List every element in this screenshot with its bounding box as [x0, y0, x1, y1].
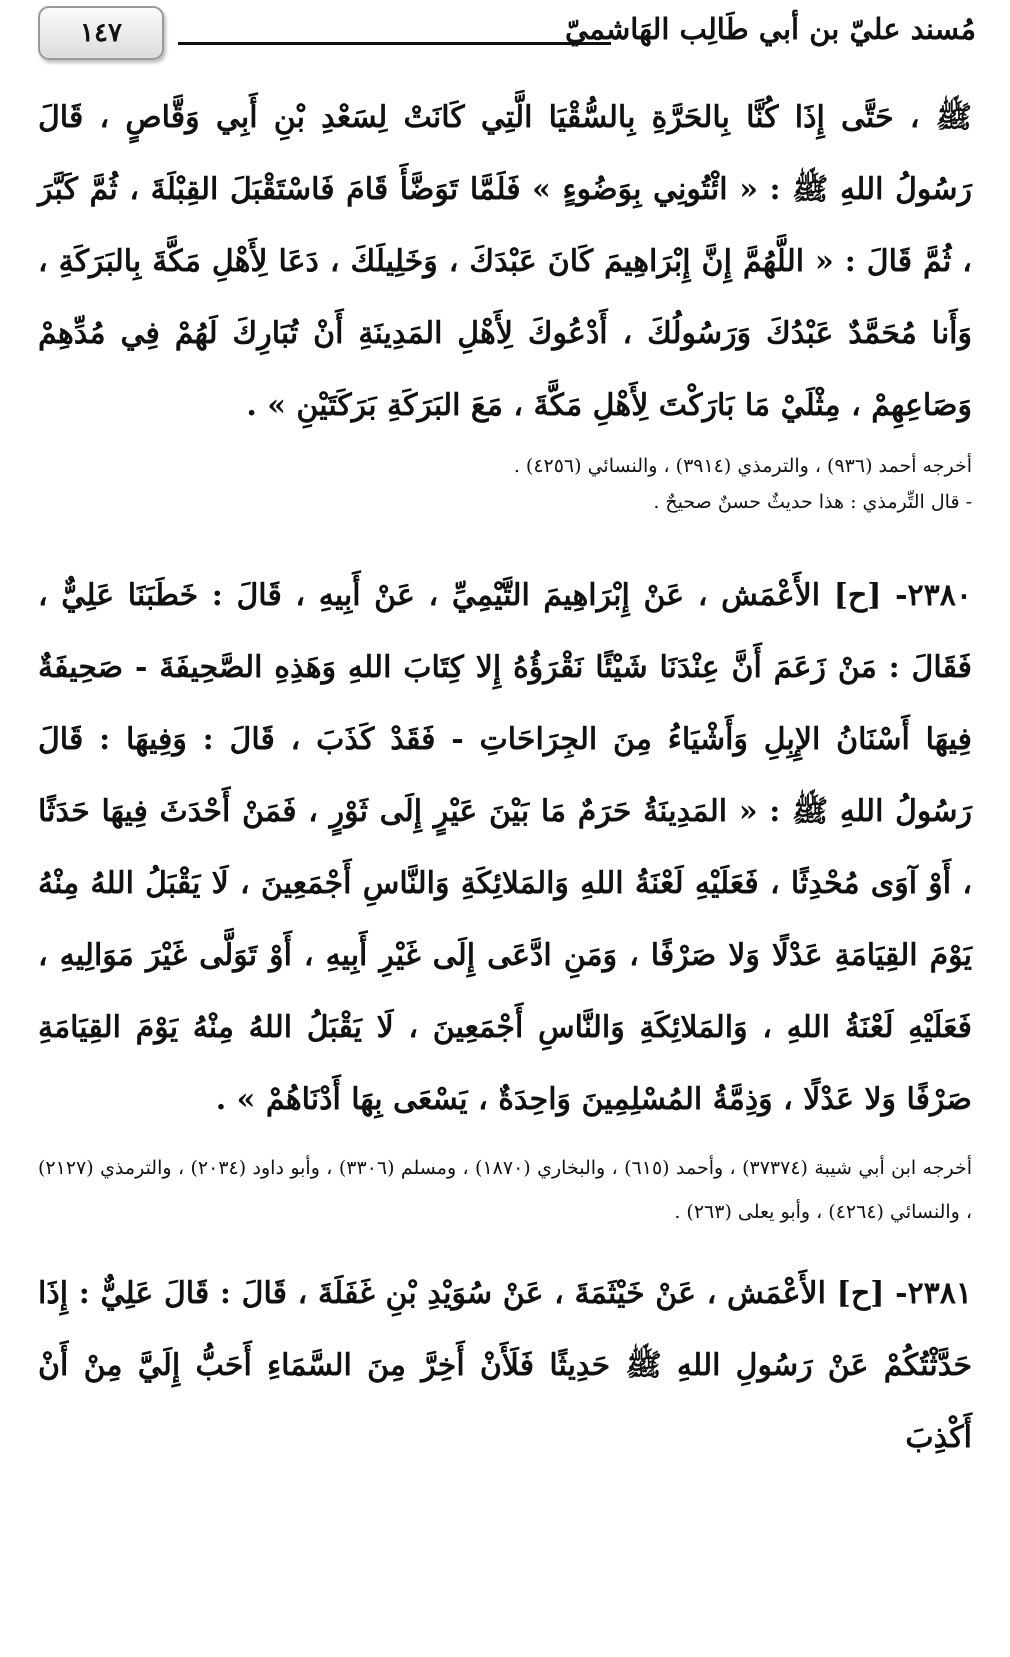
hadith-2381: ٢٣٨١- [ح] الأَعْمَش ، عَنْ خَيْثَمَةَ ، عَنْ سُوَيْدِ بْنِ غَفَلَةَ ، قَالَ : قَالَ عَلِيٌّ : إِذَا حَدَّثْتُكُمْ عَنْ رَسُولِ اللهِ ﷺ حَدِيثًا فَلَأَنْ أَخِرَّ مِنَ السَّمَاءِ أَحَبُّ إِلَيَّ مِنْ أَنْ أَكْذِبَ: [38, 1276, 972, 1455]
page-body: [38, 82, 972, 1474]
hadith-2380: ٢٣٨٠- [ح] الأَعْمَش ، عَنْ إِبْرَاهِيمَ التَّيْمِيِّ ، عَنْ أَبِيهِ ، قَالَ : خَطَبَنَا عَلِيٌّ ، فَقَالَ : مَنْ زَعَمَ أَنَّ عِنْدَنَا شَيْئًا نَقْرَؤُهُ إِلا كِتَابَ اللهِ وَهَذِهِ الصَّحِيفَةَ - صَحِيفَةٌ فِيهَا أَسْنَانُ الإِبِلِ وَأَشْيَاءُ مِنَ الجِرَاحَاتِ - فَقَدْ كَذَبَ ، قَالَ : وَفِيهَا : قَالَ رَسُولُ اللهِ ﷺ : « المَدِينَةُ حَرَمٌ مَا بَيْنَ عَيْرٍ إِلَى ثَوْرٍ ، فَمَنْ أَحْدَثَ فِيهَا حَدَثًا ، أَوْ آوَى مُحْدِثًا ، فَعَلَيْهِ لَعْنَةُ اللهِ وَالمَلائِكَةِ وَالنَّاسِ أَجْمَعِينَ ، لَا يَقْبَلُ اللهُ مِنْهُ يَوْمَ القِيَامَةِ عَدْلًا وَلا صَرْفًا ، وَمَنِ ادَّعَى إِلَى غَيْرِ أَبِيهِ ، أَوْ تَوَلَّى غَيْرَ مَوَالِيهِ ، فَعَلَيْهِ لَعْنَةُ اللهِ ، وَالمَلائِكَةِ وَالنَّاسِ أَجْمَعِينَ ، لَا يَقْبَلُ اللهُ مِنْهُ يَوْمَ القِيَامَةِ صَرْفًا وَلا عَدْلًا ، وَذِمَّةُ المُسْلِمِينَ وَاحِدَةٌ ، يَسْعَى بِهَا أَدْنَاهُمْ » .: [38, 578, 972, 1117]
hadith-text-continued: ﷺ ، حَتَّى إِذَا كُنَّا بِالحَرَّةِ بِالسُّقْيَا الَّتِي كَانَتْ لِسَعْدِ بْنِ أَبِي وَقَّاصٍ ، قَالَ رَسُولُ اللهِ ﷺ : « ائْتُونِي بِوَضُوءٍ » فَلَمَّا تَوَضَّأَ قَامَ فَاسْتَقْبَلَ القِبْلَةَ ، ثُمَّ كَبَّرَ ، ثُمَّ قَالَ : « اللَّهُمَّ إِنَّ إِبْرَاهِيمَ كَانَ عَبْدَكَ ، وَخَلِيلَكَ ، دَعَا لِأَهْلِ مَكَّةَ بِالبَرَكَةِ ، وَأَنا مُحَمَّدٌ عَبْدُكَ وَرَسُولُكَ ، أَدْعُوكَ لِأَهْلِ المَدِينَةِ أَنْ تُبَارِكَ لَهُمْ فِي مُدِّهِمْ وَصَاعِهِمْ ، مِثْلَيْ مَا بَارَكْتَ لِأَهْلِ مَكَّةَ ، مَعَ البَرَكَةِ بَرَكَتَيْنِ » .: [38, 100, 972, 423]
page-header: [38, 6, 976, 64]
takhrij-note-2380: أخرجه ابن أبي شيبة (٣٧٣٧٤) ، وأحمد (٦١٥) ، والبخاري (١٨٧٠) ، ومسلم (٣٣٠٦) ، وأبو داود (٢٠٣٤) ، والترمذي (٢١٢٧) ، والنسائي (٤٢٦٤) ، وأبو يعلى (٢٦٣) .: [38, 1157, 972, 1223]
spacer: [38, 1234, 972, 1258]
running-title: مُسند عليّ بن أبي طَالِب الهَاشميّ: [565, 12, 976, 46]
spacer: [38, 520, 972, 560]
takhrij-note: أخرجه أحمد (٩٣٦) ، والترمذي (٣٩١٤) ، والنسائي (٤٢٥٦) .: [513, 455, 972, 477]
header-rule: [178, 42, 611, 45]
grading-note: - قال التِّرمذي : هذا حديثٌ حسنٌ صحيحٌ .: [653, 491, 972, 513]
page-number: ١٤٧: [38, 6, 164, 60]
